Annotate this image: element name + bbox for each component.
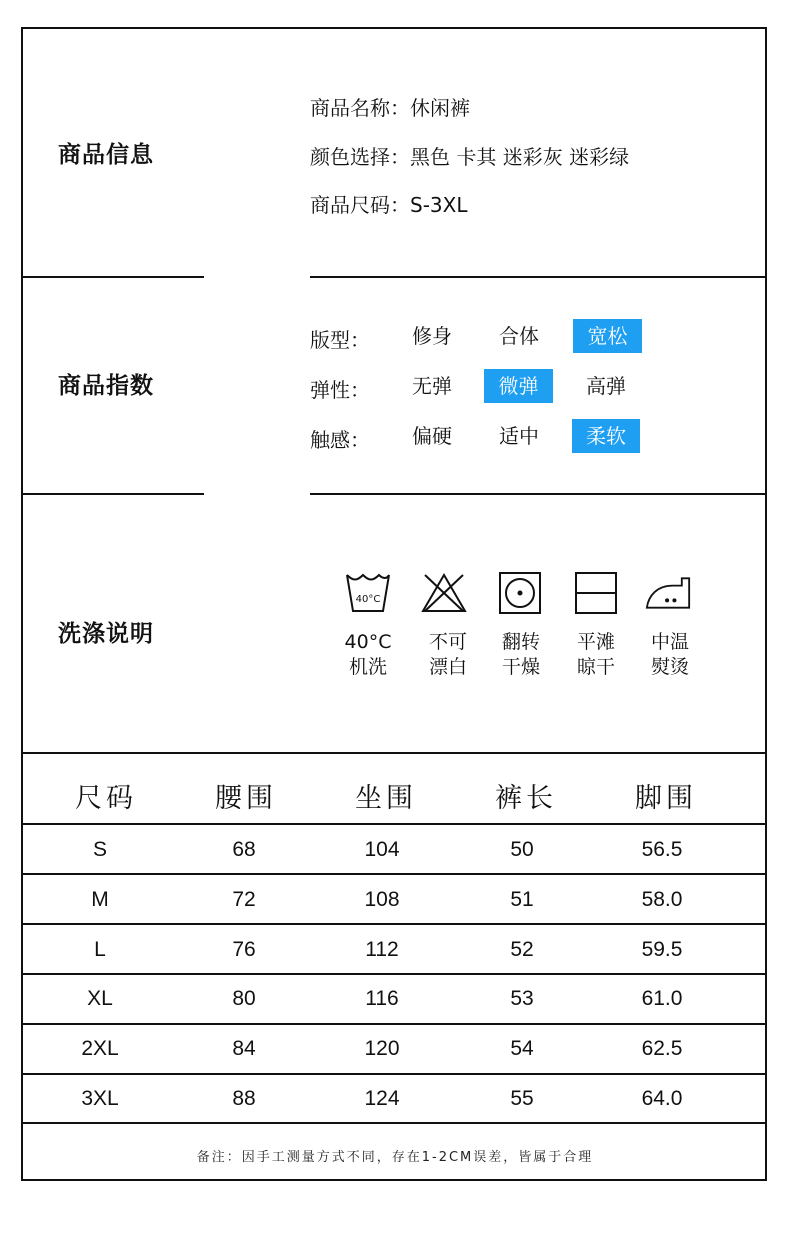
- flat-dry-icon: [573, 571, 619, 615]
- wash-40-icon: [345, 571, 391, 615]
- table-cell: 54: [510, 1037, 534, 1060]
- touch-option-medium: 适中: [499, 424, 539, 448]
- table-cell: 61.0: [641, 987, 683, 1010]
- table-line-5: [23, 1073, 767, 1075]
- table-cell: 104: [364, 838, 400, 861]
- table-line-4: [23, 1023, 767, 1025]
- divider-wash-bottom: [23, 752, 767, 754]
- fit-option-slim: 修身: [412, 324, 452, 348]
- table-cell: 108: [364, 888, 400, 911]
- table-cell: 3XL: [81, 1087, 119, 1110]
- table-cell: 52: [510, 938, 534, 961]
- fit-option-loose: 宽松: [573, 319, 642, 353]
- table-cell: L: [94, 938, 106, 961]
- no-bleach-icon: [421, 571, 467, 615]
- table-cell: 64.0: [641, 1087, 683, 1110]
- index-title: 商品指数: [58, 373, 154, 399]
- table-line-6: [23, 1122, 767, 1124]
- wash-label-flat: 平滩 晾干: [576, 631, 615, 678]
- touch-option-stiff: 偏硬: [412, 424, 452, 448]
- table-cell: 55: [510, 1087, 534, 1110]
- table-cell: S: [92, 838, 107, 861]
- touch-label: 触感：: [310, 428, 370, 452]
- table-cell: 53: [510, 987, 534, 1010]
- table-cell: 62.5: [641, 1037, 683, 1060]
- table-line-2: [23, 923, 767, 925]
- table-cell: 72: [232, 888, 256, 911]
- wash-label-machine: 40°C 机洗: [344, 631, 392, 678]
- table-cell: 56.5: [641, 838, 683, 861]
- table-line-1: [23, 873, 767, 875]
- table-cell: 116: [365, 987, 399, 1010]
- info-title: 商品信息: [58, 142, 154, 168]
- touch-option-soft: 柔软: [572, 419, 640, 453]
- header-length: 裤长: [495, 783, 557, 814]
- table-cell: 2XL: [81, 1037, 119, 1060]
- elasticity-label: 弹性：: [310, 378, 370, 402]
- elasticity-option-none: 无弹: [412, 374, 452, 398]
- table-cell: 88: [232, 1087, 256, 1110]
- divider-right-1: [310, 276, 766, 278]
- table-cell: 50: [510, 838, 534, 861]
- table-cell: 76: [232, 938, 256, 961]
- divider-right-2: [310, 493, 766, 495]
- product-name: 商品名称：休闲裤: [310, 96, 470, 120]
- tumble-dry-icon: [497, 571, 543, 615]
- wash-label-tumble: 翻转 干燥: [501, 631, 540, 678]
- table-cell: 80: [232, 987, 256, 1010]
- elasticity-option-high: 高弹: [586, 374, 626, 398]
- header-size: 尺码: [75, 783, 137, 814]
- product-sizes: 商品尺码：S-3XL: [310, 193, 468, 217]
- divider-left-1: [23, 276, 204, 278]
- elasticity-option-slight: 微弹: [484, 369, 553, 403]
- wash-label-iron: 中温 熨烫: [650, 631, 689, 678]
- header-waist: 腰围: [215, 783, 277, 814]
- table-cell: 120: [364, 1037, 400, 1060]
- table-cell: M: [91, 888, 109, 911]
- table-cell: 112: [365, 938, 399, 961]
- divider-left-2: [23, 493, 204, 495]
- table-cell: XL: [87, 987, 113, 1010]
- wash-title: 洗涤说明: [58, 621, 154, 647]
- header-hip: 坐围: [355, 783, 417, 814]
- header-hem: 脚围: [635, 783, 697, 814]
- table-line-0: [23, 823, 767, 825]
- product-colors: 颜色选择：黑色 卡其 迷彩灰 迷彩绿: [310, 145, 630, 169]
- wash-label-no-bleach: 不可 漂白: [428, 631, 467, 678]
- measurement-note: 备注：因手工测量方式不同，存在1-2CM误差，皆属于合理: [196, 1150, 594, 1165]
- table-cell: 58.0: [641, 888, 683, 911]
- table-line-3: [23, 973, 767, 975]
- table-cell: 51: [510, 888, 534, 911]
- table-cell: 68: [232, 838, 256, 861]
- table-cell: 124: [364, 1087, 400, 1110]
- table-cell: 59.5: [641, 938, 683, 961]
- iron-medium-icon: [645, 571, 691, 615]
- wash-temp-text: 40°C: [355, 594, 381, 605]
- table-cell: 84: [232, 1037, 256, 1060]
- fit-label: 版型：: [310, 328, 370, 352]
- fit-option-regular: 合体: [499, 324, 539, 348]
